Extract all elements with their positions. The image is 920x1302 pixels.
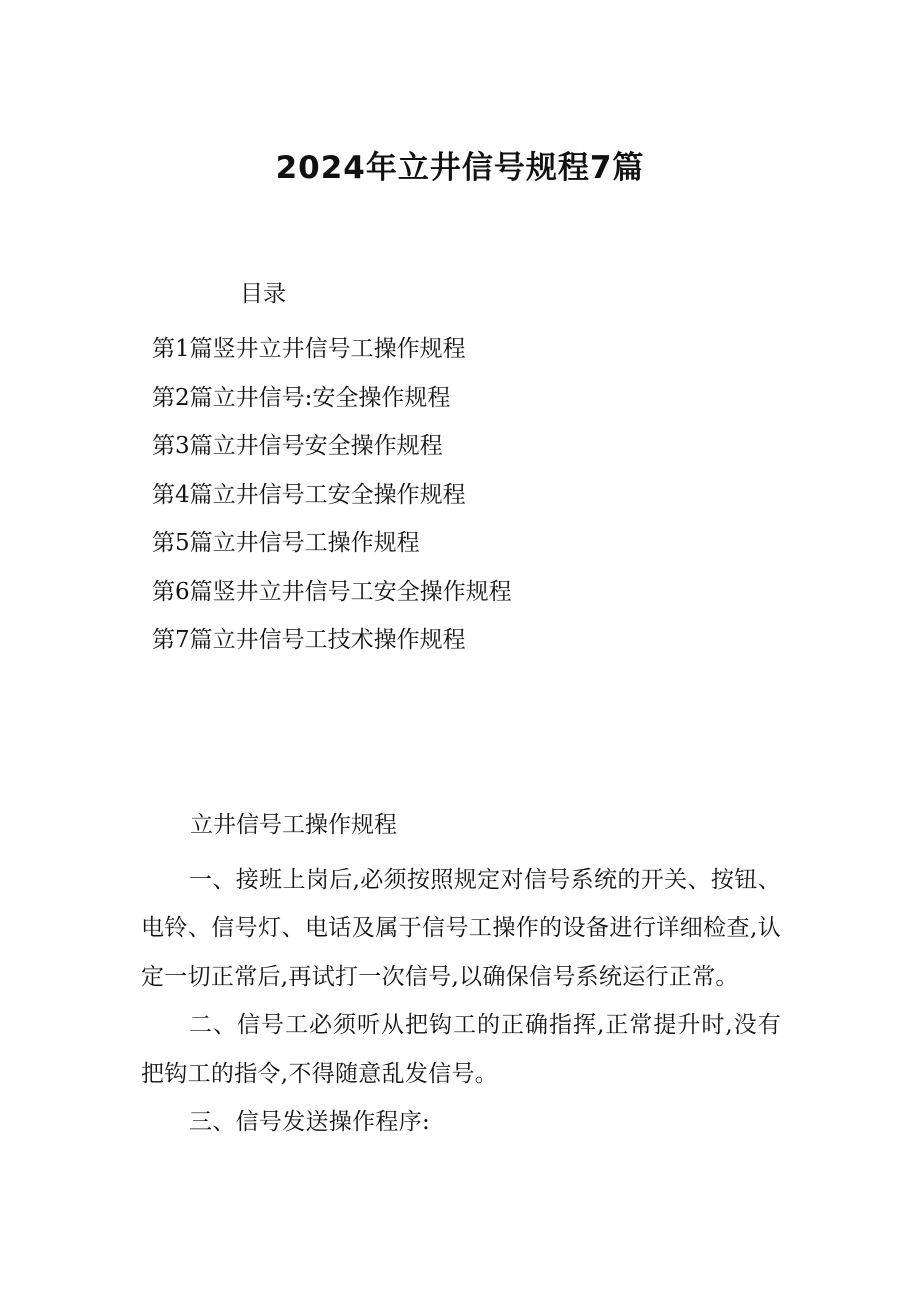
- section-title: 立井信号工操作规程: [190, 812, 397, 838]
- toc-item-1[interactable]: 第1篇竖井立井信号工操作规程: [152, 336, 466, 362]
- paragraph-2: 二、信号工必须听从把钩工的正确指挥,正常提升时,没有把钩工的指令,不得随意乱发信号。: [141, 1012, 781, 1087]
- table-of-contents: [152, 325, 512, 665]
- section-body: [141, 856, 781, 1146]
- paragraph-1: 一、接班上岗后,必须按照规定对信号系统的开关、按钮、电铃、信号灯、电话及属于信号工操作的设备进行详细检查,认定一切正常后,再试打一次信号,以确保信号系统运行正常。: [141, 867, 781, 990]
- toc-item-4[interactable]: 第4篇立井信号工安全操作规程: [152, 481, 466, 508]
- toc-item-6[interactable]: 第6篇竖井立井信号工安全操作规程: [152, 578, 512, 605]
- paragraph-3: 三、信号发送操作程序:: [189, 1109, 431, 1136]
- toc-item-7[interactable]: 第7篇立井信号工技术操作规程: [152, 627, 466, 653]
- document-title: 2024年立井信号规程7篇: [275, 150, 645, 186]
- toc-item-2[interactable]: 第2篇立井信号:安全操作规程: [152, 384, 451, 411]
- toc-item-3[interactable]: 第3篇立井信号安全操作规程: [152, 433, 443, 459]
- toc-item-5[interactable]: 第5篇立井信号工操作规程: [152, 530, 420, 556]
- toc-heading: 目录: [240, 281, 286, 307]
